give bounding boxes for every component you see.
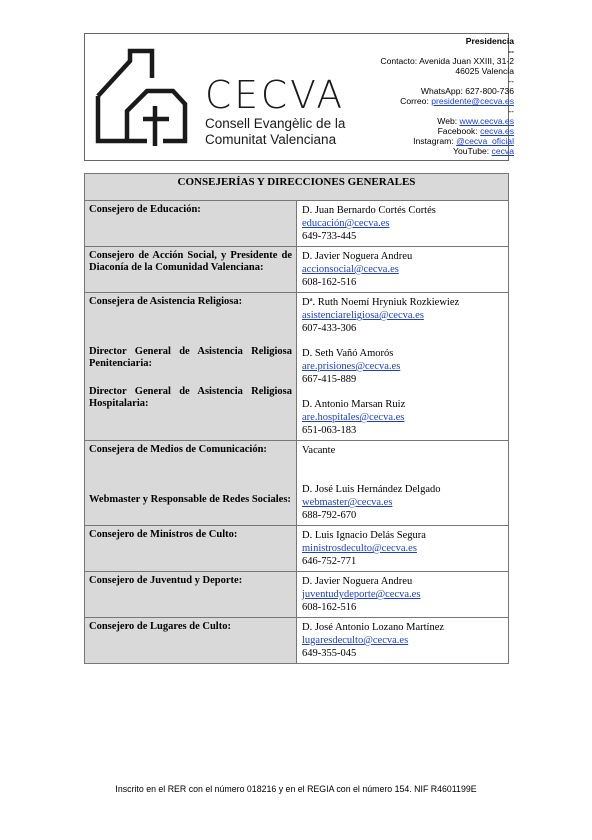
- table-row: [85, 201, 509, 247]
- person-name: Dª. Ruth Noemí Hryniuk Rozkiewiez: [302, 297, 460, 308]
- role-label: Consejero de Ministros de Culto:: [89, 529, 238, 540]
- email-link[interactable]: lugaresdeculto@cecva.es: [302, 635, 409, 646]
- phone-number: 649-733-445: [302, 231, 357, 242]
- email-link[interactable]: ministrosdeculto@cecva.es: [302, 543, 417, 554]
- correo-label: Correo:: [400, 96, 432, 106]
- facebook-label: Facebook:: [437, 126, 481, 136]
- logo-line2: Comunitat Valenciana: [205, 132, 337, 147]
- contact-cell: [297, 201, 509, 247]
- role-label: Director General de Asistencia Religiosa Hospitalaria:: [89, 386, 292, 409]
- contact-cell: [297, 247, 509, 293]
- email-link[interactable]: educación@cecva.es: [302, 218, 390, 229]
- role-cell: [85, 201, 297, 247]
- email-link[interactable]: are.hospitales@cecva.es: [302, 412, 405, 423]
- person-name: D. José Antonio Lozano Martínez: [302, 622, 445, 633]
- email-link[interactable]: accionsocial@cecva.es: [302, 264, 399, 275]
- email-link[interactable]: juventudydeporte@cecva.es: [302, 589, 421, 600]
- web-line: [314, 116, 514, 126]
- youtube-line: [314, 146, 514, 156]
- role-cell: [85, 618, 297, 664]
- person-name: D. Luis Ignacio Delás Segura: [302, 530, 426, 541]
- phone-number: 607-433-306: [302, 323, 357, 334]
- role-label: Director General de Asistencia Religiosa Penitenciaria:: [89, 346, 292, 369]
- logo-name: CECVA: [205, 73, 345, 117]
- divider-text: --: [508, 76, 514, 86]
- address-line1: Contacto: Avenida Juan XXIII, 31-2: [380, 56, 514, 66]
- phone-number: 667-415-889: [302, 374, 357, 385]
- whatsapp-text: WhatsApp: 627-800-736: [420, 86, 514, 96]
- section-title: Presidencia: [465, 36, 514, 46]
- role-cell: [85, 526, 297, 572]
- contact-cell: [297, 526, 509, 572]
- role-label: Consejero de Juventud y Deporte:: [89, 575, 243, 586]
- person-name: D. José Luis Hernández Delgado: [302, 484, 441, 495]
- email-link[interactable]: webmaster@cecva.es: [302, 497, 393, 508]
- phone-number: 651-063-183: [302, 425, 357, 436]
- web-label: Web:: [437, 116, 460, 126]
- youtube-label: YouTube:: [453, 146, 492, 156]
- phone-number: 608-162-516: [302, 277, 357, 288]
- youtube-link[interactable]: cecva: [491, 146, 514, 156]
- directory-table: [84, 173, 509, 664]
- role-cell: [85, 247, 297, 293]
- footer-registration: Inscrito en el RER con el número 018216 y en el REGIA con el número 154. NIF R4601199E: [115, 784, 477, 794]
- phone-number: 688-792-670: [302, 510, 357, 521]
- contact-cell: [297, 572, 509, 618]
- phone-number: 608-162-516: [302, 602, 357, 613]
- divider-text: --: [508, 106, 514, 116]
- contact-block: [314, 36, 514, 156]
- role-cell: [85, 441, 297, 526]
- table-row: [85, 247, 509, 293]
- letterhead: [84, 33, 514, 161]
- role-label: Consejero de Lugares de Culto:: [89, 621, 231, 632]
- role-label: Consejera de Medios de Comunicación:: [89, 444, 267, 455]
- person-name: D. Javier Noguera Andreu: [302, 576, 413, 587]
- table-row: [85, 526, 509, 572]
- table-title: CONSEJERÍAS Y DIRECCIONES GENERALES: [85, 174, 509, 201]
- correo-line: [314, 96, 514, 106]
- instagram-label: Instagram:: [413, 136, 457, 146]
- person-name: D. Seth Vañó Amorós: [302, 348, 394, 359]
- role-label: Consejero de Educación:: [89, 204, 201, 215]
- role-label: Consejera de Asistencia Religiosa:: [89, 296, 243, 307]
- role-cell: [85, 293, 297, 441]
- table-row: [85, 572, 509, 618]
- facebook-line: [314, 126, 514, 136]
- instagram-line: [314, 136, 514, 146]
- email-link[interactable]: are.prisiones@cecva.es: [302, 361, 401, 372]
- person-name: D. Antonio Marsan Ruiz: [302, 399, 406, 410]
- contact-cell: [297, 293, 509, 441]
- table-row: [85, 618, 509, 664]
- contact-cell: [297, 618, 509, 664]
- role-label: Consejero de Acción Social, y Presidente de Diaconía de la Comunidad Valenciana:: [89, 250, 292, 273]
- correo-link[interactable]: presidente@cecva.es: [431, 96, 514, 106]
- phone-number: 646-752-771: [302, 556, 357, 567]
- email-link[interactable]: asistenciareligiosa@cecva.es: [302, 310, 424, 321]
- contact-cell: [297, 441, 509, 526]
- table-row: [85, 441, 509, 526]
- role-label: Webmaster y Responsable de Redes Sociales:: [89, 494, 291, 505]
- table-row: [85, 293, 509, 441]
- person-name: D. Juan Bernardo Cortés Cortés: [302, 205, 436, 216]
- person-name: D. Javier Noguera Andreu: [302, 251, 413, 262]
- person-name: Vacante: [302, 445, 336, 456]
- web-link[interactable]: www.cecva.es: [459, 116, 514, 126]
- facebook-link[interactable]: cecva.es: [480, 126, 514, 136]
- divider-text: --: [508, 46, 514, 56]
- logo-line1: Consell Evangèlic de la: [205, 116, 346, 131]
- instagram-link[interactable]: @cecva_oficial: [456, 136, 514, 146]
- phone-number: 649-355-045: [302, 648, 357, 659]
- role-cell: [85, 572, 297, 618]
- address-line2: 46025 Valencia: [455, 66, 514, 76]
- church-icon: [98, 51, 185, 146]
